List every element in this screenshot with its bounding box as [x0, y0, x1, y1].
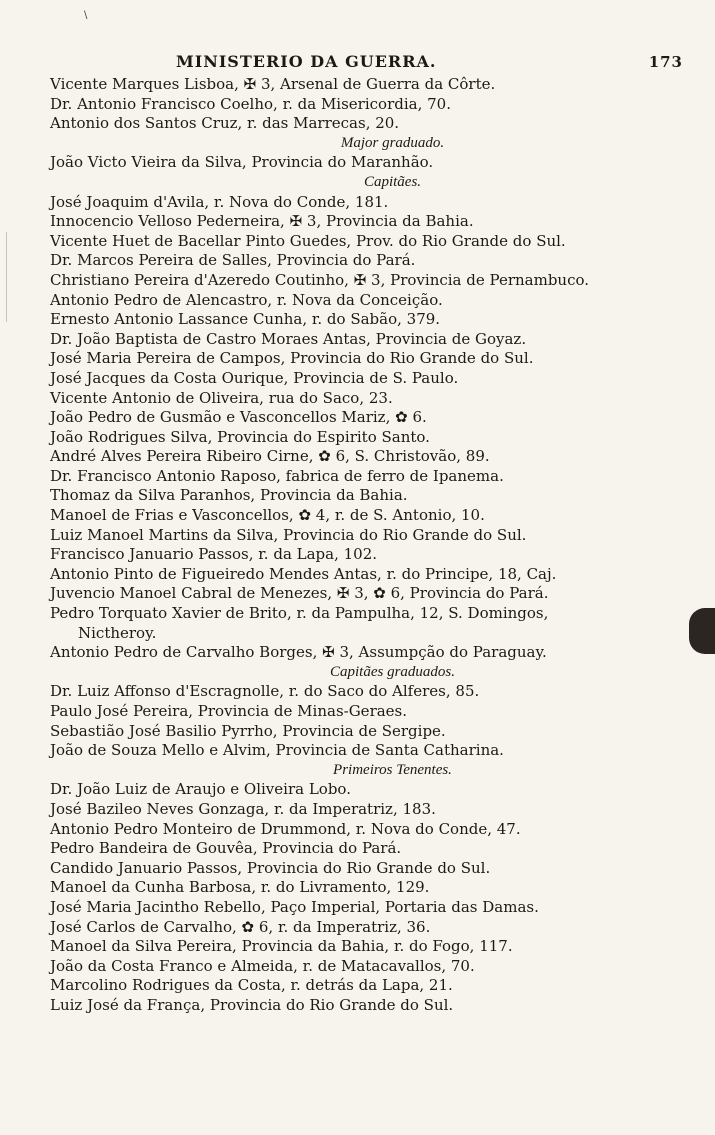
list-item: Nictheroy.	[78, 623, 157, 642]
list-item: José Jacques da Costa Ourique, Provincia de S. Paulo.	[50, 368, 459, 387]
list-item: Candido Januario Passos, Provincia do Rio Grande do Sul.	[50, 858, 491, 877]
section-heading: Capitães graduados.	[329, 663, 455, 680]
list-item: Antonio Pinto de Figueiredo Mendes Antas, r. do Principe, 18, Caj.	[50, 564, 557, 583]
list-item: João Rodrigues Silva, Provincia do Espirito Santo.	[50, 427, 430, 446]
list-item: Dr. João Baptista de Castro Moraes Antas, Provincia de Goyaz.	[50, 329, 527, 348]
list-item: João de Souza Mello e Alvim, Provincia de Santa Catharina.	[50, 741, 504, 760]
section-heading: Primeiros Tenentes.	[333, 761, 452, 778]
list-item: Manoel da Silva Pereira, Provincia da Bahia, r. do Fogo, 117.	[50, 937, 513, 956]
list-item: Luiz José da França, Provincia do Rio Grande do Sul.	[50, 995, 454, 1014]
section-heading: Capitães.	[363, 173, 422, 190]
list-item: João Victo Vieira da Silva, Provincia do Maranhão.	[50, 153, 434, 172]
running-header	[50, 52, 683, 71]
list-item: Antonio Pedro de Carvalho Borges, ✠ 3, Assumpção do Paraguay.	[50, 643, 547, 662]
list-item: Juvencio Manoel Cabral de Menezes, ✠ 3, ✿ 6, Provincia do Pará.	[50, 584, 549, 603]
margin-line	[6, 232, 7, 322]
list-item: Dr. João Luiz de Araujo e Oliveira Lobo.	[50, 780, 351, 799]
list-item: José Bazileo Neves Gonzaga, r. da Imperatriz, 183.	[50, 799, 436, 818]
page-edge-shadow	[689, 608, 715, 654]
list-item: José Joaquim d'Avila, r. Nova do Conde, 181.	[50, 192, 389, 211]
list-item: José Maria Pereira de Campos, Provincia do Rio Grande do Sul.	[50, 349, 534, 368]
list-item: Manoel de Frias e Vasconcellos, ✿ 4, r. de S. Antonio, 10.	[50, 506, 485, 525]
list-item: Dr. Antonio Francisco Coelho, r. da Misericordia, 70.	[50, 94, 451, 113]
list-item: Antonio dos Santos Cruz, r. das Marrecas, 20.	[50, 114, 400, 133]
list-item: Innocencio Velloso Pederneira, ✠ 3, Provincia da Bahia.	[50, 212, 474, 231]
stray-mark: \	[84, 10, 88, 21]
document-page	[50, 52, 683, 1016]
list-item: Vicente Antonio de Oliveira, rua do Saco, 23.	[50, 388, 393, 407]
list-item: Dr. Francisco Antonio Raposo, fabrica de ferro de Ipanema.	[50, 466, 504, 485]
list-item: Dr. Marcos Pereira de Salles, Provincia do Pará.	[50, 251, 416, 270]
list-item: Pedro Bandeira de Gouvêa, Provincia do Pará.	[50, 839, 402, 858]
page-number: 173	[648, 53, 683, 71]
list-item: João Pedro de Gusmão e Vasconcellos Mariz, ✿ 6.	[50, 408, 427, 427]
list-item: Manoel da Cunha Barbosa, r. do Livramento, 129.	[50, 878, 430, 897]
list-item: Vicente Huet de Bacellar Pinto Guedes, Prov. do Rio Grande do Sul.	[50, 231, 566, 250]
list-item: Christiano Pereira d'Azeredo Coutinho, ✠ 3, Provincia de Pernambuco.	[50, 270, 590, 289]
list-item: Dr. Luiz Affonso d'Escragnolle, r. do Saco do Alferes, 85.	[50, 682, 480, 701]
page-title: MINISTERIO DA GUERRA.	[176, 52, 437, 71]
list-item: Francisco Januario Passos, r. da Lapa, 102.	[50, 545, 378, 564]
list-item: Marcolino Rodrigues da Costa, r. detrás da Lapa, 21.	[50, 976, 453, 995]
list-item: Antonio Pedro de Alencastro, r. Nova da Conceição.	[50, 290, 443, 309]
list-item: Antonio Pedro Monteiro de Drummond, r. Nova do Conde, 47.	[50, 819, 521, 838]
list-item: José Maria Jacintho Rebello, Paço Imperial, Portaria das Damas.	[50, 897, 539, 916]
list-item: Paulo José Pereira, Provincia de Minas-Geraes.	[50, 702, 408, 720]
entry-list	[50, 75, 675, 1016]
list-item: Pedro Torquato Xavier de Brito, r. da Pampulha, 12, S. Domingos,	[50, 604, 549, 623]
list-item: Sebastião José Basilio Pyrrho, Provincia de Sergipe.	[50, 721, 446, 740]
list-item: João da Costa Franco e Almeida, r. de Matacavallos, 70.	[50, 956, 475, 975]
list-item: Vicente Marques Lisboa, ✠ 3, Arsenal de Guerra da Côrte.	[50, 75, 496, 93]
list-item: Ernesto Antonio Lassance Cunha, r. do Sabão, 379.	[50, 310, 441, 329]
list-item: José Carlos de Carvalho, ✿ 6, r. da Imperatriz, 36.	[50, 917, 431, 936]
list-item: Luiz Manoel Martins da Silva, Provincia do Rio Grande do Sul.	[50, 525, 527, 544]
list-item: Thomaz da Silva Paranhos, Provincia da Bahia.	[50, 486, 408, 505]
section-heading: Major graduado.	[340, 134, 445, 151]
list-item: André Alves Pereira Ribeiro Cirne, ✿ 6, S. Christovão, 89.	[50, 447, 490, 466]
